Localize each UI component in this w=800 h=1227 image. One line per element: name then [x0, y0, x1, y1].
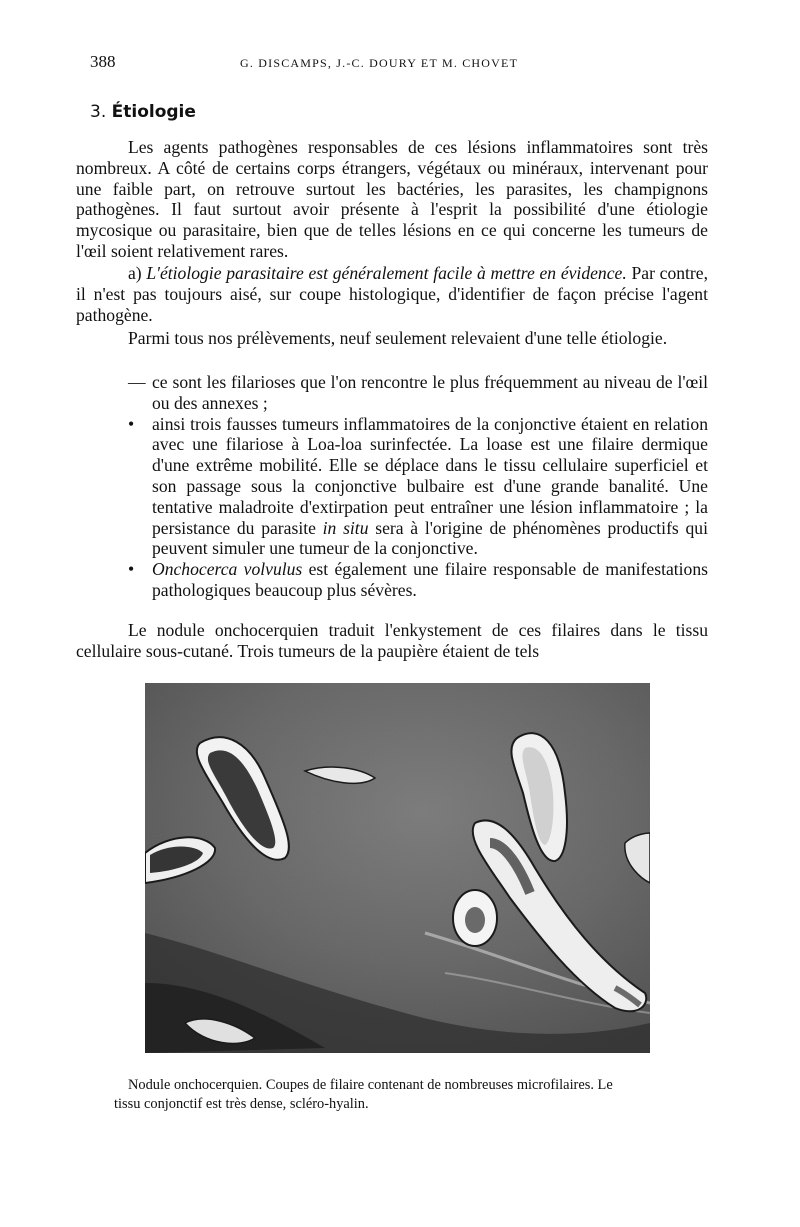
page-header: [90, 52, 710, 76]
section-heading: [90, 102, 196, 122]
filariasis-list: [76, 372, 708, 601]
bullet-marker: •: [128, 559, 135, 580]
bullet-marker: •: [128, 413, 135, 434]
section-title: Étiologie: [111, 102, 196, 122]
list-item-text-after: sera à l'origine de phénomènes productifs qui peuvent simuler une tumeur de la conjonctive.: [152, 517, 708, 559]
section-number: 3.: [90, 102, 107, 122]
paragraph-label: a): [128, 263, 142, 283]
dash-marker: —: [128, 372, 146, 392]
italic-statement: L'étiologie parasitaire est généralement facile à mettre en évidence.: [146, 263, 627, 283]
list-item: [76, 414, 708, 560]
paragraph-samples: Parmi tous nos prélèvements, neuf seulement relevaient d'une telle étiologie.: [128, 328, 668, 348]
list-item-italic: in situ: [322, 517, 369, 538]
paragraph-continuation: Par contre, il n'est pas toujours aisé, sur coupe histologique, d'identifier de façon précise l'agent pathogène.: [76, 263, 708, 325]
species-name: Onchocerca volvulus: [152, 559, 303, 580]
paragraph-onchocercal-nodule: Le nodule onchocerquien traduit l'enkystement de ces filaires dans le tissu cellulaire sous-cutané. Trois tumeurs de la paupière étaient de tels: [76, 620, 708, 661]
list-item-text-after: est également une filaire responsable de manifestations pathologiques beaucoup plus sévères.: [152, 559, 709, 600]
filaria-cross-section: [453, 890, 497, 946]
list-item-text: ainsi trois fausses tumeurs inflammatoires de la conjonctive étaient en relation avec une filariose à Loa-loa surinfectée. La loase est une filaire dermique d'une extrême mobilité. Elle se déplace dans le tissu cellulaire superficiel et son passage sous la conjonctive bulbaire est d'une grande banalité. Une tentative maladroite d'extirpation peut entraîner une lésion inflammatoire ; la persistance du parasite: [152, 413, 708, 538]
list-item-text: ce sont les filarioses que l'on rencontre le plus fréquemment au niveau de l'œil ou des annexes ;: [152, 372, 708, 413]
caption-line-1: Nodule onchocerquien. Coupes de filaire contenant de nombreuses microfilaires. Le: [128, 1077, 613, 1093]
list-item: [76, 559, 708, 601]
list-item: [76, 372, 708, 414]
histology-micrograph: [145, 683, 650, 1053]
figure-caption: [114, 1076, 708, 1114]
running-head: G. DISCAMPS, J.-C. DOURY ET M. CHOVET: [240, 56, 519, 70]
caption-line-2: tissu conjonctif est très dense, scléro-hyalin.: [114, 1096, 369, 1112]
micrograph-image: [145, 683, 650, 1053]
page-number: 388: [90, 52, 116, 71]
paragraph-intro: Les agents pathogènes responsables de ces lésions inflammatoires sont très nombreux. A côté de certains corps étrangers, végétaux ou minéraux, intervenant pour une faible part, on retrouve surtout les bactéries, les parasites, les champignons pathogènes. Il faut surtout avoir présente à l'esprit la possibilité d'une étiologie mycosique ou parasitaire, bien que de telles lésions en ce qui concerne les tumeurs de l'œil soient relativement rares.: [76, 137, 708, 261]
paragraph-parasitic: [76, 263, 708, 325]
